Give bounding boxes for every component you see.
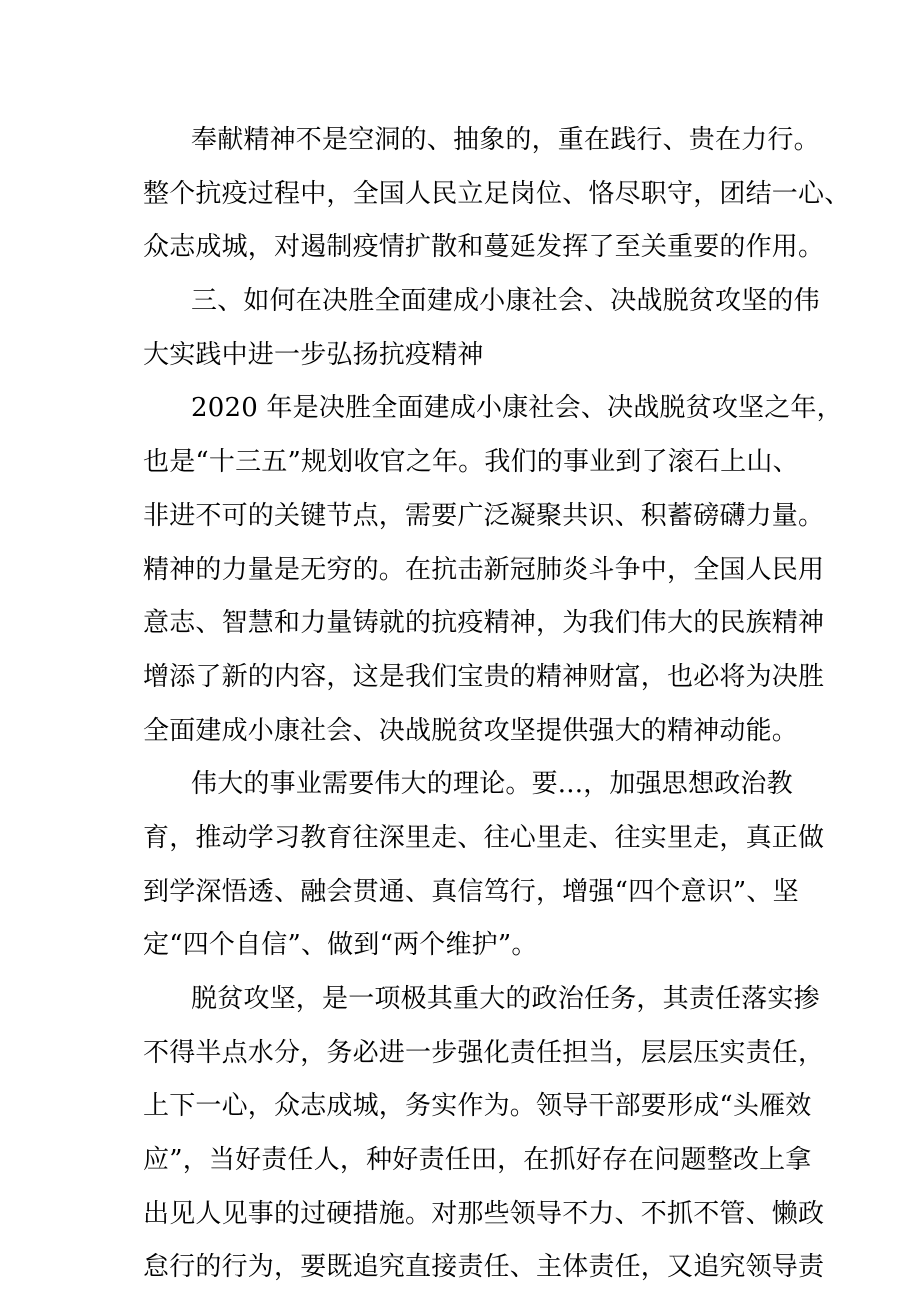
- section-heading-3: [143, 275, 820, 382]
- text-line: 出见人见事的过硬措施。对那些领导不力、不抓不管、懒政: [143, 1198, 825, 1229]
- text-line: 到学深悟透、融会贯通、真信笃行，增强“四个意识”、坚: [143, 876, 799, 907]
- text-line: 奉献精神不是空洞的、抽象的，重在践行、贵在力行。: [191, 125, 820, 155]
- paragraph-4: [143, 973, 825, 1295]
- paragraph-2: [143, 382, 843, 758]
- text-line: 怠行的行为，要既追究直接责任、主体责任，又追究领导责: [143, 1252, 825, 1283]
- text-line: 非进不可的关键节点，需要广泛凝聚共识、积蓄磅礴力量。: [143, 500, 825, 531]
- text-line: 不得半点水分，务必进一步强化责任担当，层层压实责任，: [143, 1037, 825, 1068]
- text-line: 也是“十三五”规划收官之年。我们的事业到了滚石上山、: [143, 447, 799, 478]
- text-line: 脱贫攻坚，是一项极其重大的政治任务，其责任落实掺: [191, 984, 820, 1014]
- text-line: 上下一心，众志成城，务实作为。领导干部要形成“头雁效: [143, 1091, 812, 1122]
- text-line: 应”，当好责任人，种好责任田，在抓好存在问题整改上拿: [143, 1145, 812, 1176]
- text-line: 增添了新的内容，这是我们宝贵的精神财富，也必将为决胜: [143, 661, 825, 692]
- text-line: 定“四个自信”、做到“两个维护”。: [143, 930, 538, 961]
- text-line: 全面建成小康社会、决战脱贫攻坚提供强大的精神动能。: [143, 715, 799, 746]
- text-line: 众志成城，对遏制疫情扩散和蔓延发挥了至关重要的作用。: [143, 232, 825, 263]
- text-line: 精神的力量是无穷的。在抗击新冠肺炎斗争中，全国人民用: [143, 554, 825, 585]
- heading-line: 三、如何在决胜全面建成小康社会、决战脱贫攻坚的伟: [191, 286, 820, 317]
- text-line: 意志、智慧和力量铸就的抗疫精神，为我们伟大的民族精神: [143, 608, 825, 639]
- text-line: 伟大的事业需要伟大的理论。要...，加强思想政治教: [191, 769, 793, 800]
- paragraph-3: [143, 758, 825, 973]
- text-line: 2020 年是决胜全面建成小康社会、决战脱贫攻坚之年，: [191, 393, 843, 424]
- heading-line: 大实践中进一步弘扬抗疫精神: [143, 339, 484, 370]
- text-line: 整个抗疫过程中，全国人民立足岗位、恪尽职守，团结一心、: [143, 178, 851, 209]
- text-line: 育，推动学习教育往深里走、往心里走、往实里走，真正做: [143, 822, 825, 853]
- document-body: [143, 114, 851, 1295]
- paragraph-1: [143, 114, 851, 275]
